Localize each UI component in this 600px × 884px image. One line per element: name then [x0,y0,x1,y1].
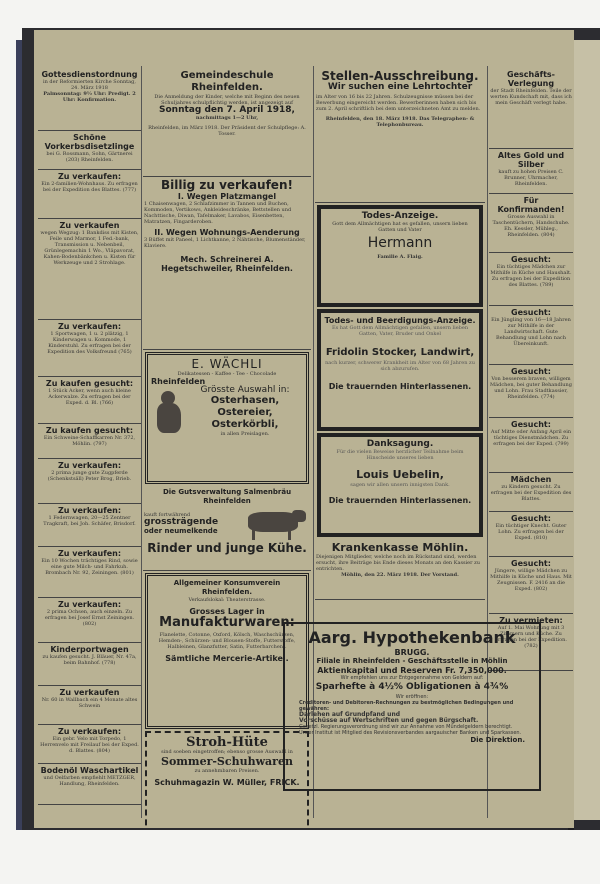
kk-body: Diejenigen Mitglieder, welche noch im Rückstand sind, werden ersucht, ihre Beiträge bis Ende dieses Monats an den Kassier zu entrichten. [316,554,480,572]
classified-ad [489,473,573,512]
waechli-headline: Grösste Auswahl in: [200,385,290,395]
classified-title: Zu verkaufen [59,688,120,697]
furniture-sale-ad [143,177,311,350]
classified-title: Zu verkaufen: [57,506,122,515]
school-date: Sonntag den 7. April 1918, [159,105,295,115]
school-signature: Rheinfelden, im März 1918. Der Präsident der Schulpflege: A. Tosser. [148,125,306,137]
classified-body: Ein 10 Wochen trächtiges Rind, sowie eine gute Milch- und Fahrkuh. Brombach Nr. 92, Zeiningen. (801) [41,558,138,576]
classified-body: zu Kindern gesucht. Zu erfragen bei der Expedition des Blattes. [490,484,572,502]
farm-big-1: grossträgende [144,517,219,527]
classified-body: Nr. 60 in Wallbach ein 4 Monate altes Schwein [41,697,138,709]
classified-title: Zu verkaufen: [57,322,122,331]
classified-ad [489,512,573,557]
classified-ad [38,459,141,504]
classified-body: 2 prima junge gute Zugpferde (Schenkstsäll) Peter Brog, Brieb. [47,470,132,482]
stroh-subtitle: zu annehmbaren Preisen. [194,768,260,774]
column-center-right [315,68,485,600]
classified-ad [489,306,573,365]
classified-ad [489,418,573,473]
stroh-title: Stroh-Hüte [186,735,268,750]
thanks-notice: Danksagung. Für die vielen Beweise herzlicher Teilnahme beim Hinscheide unseres lieben Louis Uebelin, sagen wir allen unsern innigsten Dank. Die trauernden Hinterlassenen. [317,433,483,537]
thanks-signature: Die trauernden Hinterlassenen. [328,496,472,505]
death1-signature: Familie A. Flaig. [377,254,423,260]
job-title: Stellen-Ausschreibung. [321,69,479,83]
stroh-body: sind soeben eingetroffen; ebenso grosse Auswahl in [161,749,293,755]
death-notice-stocker: Todes- und Beerdigungs-Anzeige. Es hat Gott dem Allmächtigen gefallen, unsern lieben Gatten, Vater, Bruder und Onkel Fridolin Stocker, Landwirt, nach kurzer, schwerer Krankheit im Alter von 68 Jahren zu sich abzurufen. Die trauernden Hinterlassenen. [317,309,483,431]
classified-title: Geschäfts-Verlegung [507,70,555,88]
classified-body: Ein gebr. Velo mit Torpedo, 1 Herrenvelo mit Freilauf bei der Exped. d. Blattes. (804) [40,736,139,754]
classified-title: Kinderportwagen [50,645,129,654]
bank-title: Aarg. Hypothekenbank [308,628,516,647]
classified-body: Jüngere, willige Mädchen zu Mithilfe in Küche und Haus. Mit Zeugnissen. F. 2416 an die Exped. (802) [490,568,572,592]
classified-title: Schöne Vorkerbsdisetzlinge [44,133,135,151]
sale-reason-2: II. Wegen Wohnungs-Aenderung [154,228,300,237]
easter-bunny-illustration [151,387,187,437]
classified-ad [38,598,141,643]
classified-body: bei G. Rossmann, Sohn, Gärtnerei (203) Rheinfelden. [46,151,133,163]
death2-name: Fridolin Stocker, Landwirt, [325,347,475,358]
sale-title: Billig zu verkaufen! [161,178,293,192]
classified-ad [38,320,141,377]
classified-title: Bodenöl Waschartikel [40,766,139,775]
classified-body: kauft zu hohen Preisen C. Brunner, Uhrmacher, Rheinfelden. [498,169,564,187]
classified-title: Zu kaufen gesucht: [45,426,134,435]
classified-title: Zu kaufen gesucht: [45,379,134,388]
classified-ad [38,504,141,547]
classified-body: wegen Wegzug: 1 Bankdiss mit Kisten, Feile und Marmor, 1 Fed.-bank, Transmission u. Nebenbeil, Grünlegemachin 1 Wo., Vläpavorat, Kahen-Bodenbänkchen u. Kisten für Werkzeuge und 2 Strohlage. [40,230,139,266]
bank-service: Creditoren- und Debitoren-Rechnungen zu bestmöglichen Bedingungen und gewähren: [299,700,514,712]
kk-title: Krankenkasse Möhlin. [331,541,469,554]
classified-extra: Palmsonntag: 9½ Uhr: Predigt. 2 Uhr: Konfirmation. [43,91,136,103]
hypothekenbank-ad [283,622,541,791]
waechli-city: Rheinfelden [151,377,206,386]
waechli-name: E. WÄCHLI [191,357,263,371]
bank-service: Vorschüsse auf Wertschriften und gegen Bürgschaft. [299,717,479,724]
job-posting [315,68,485,203]
bank-city: BRUGG. [394,648,430,657]
classified-title: Gesucht: [511,559,551,568]
cow-illustration [240,506,310,542]
death-notice-hermann [317,205,483,307]
classified-body: Auf Mitte oder Anfang April ein tüchtiges Dienstmädchen. Zu erfragen bei der Exped. (799) [490,429,572,447]
krankenkasse-notice [315,539,485,600]
classified-ad [38,377,141,424]
sale-body-1: 1 Chaisenwagen, 2 Schlafzimmer in Tannen und Buchen, Kommoden, Vertikows, Ankleideschränke, Bettstellen und Nachttische, Diwan, Tafelmaker, Lavabos, Eisenbetten, Matratzen, Fingarderoben. [144,201,292,225]
waechli-item: Osterkörbli, [211,419,279,430]
classified-title: Gesucht: [511,255,551,264]
classified-title: Zu verkaufen: [57,600,122,609]
classified-body: Ein Jüngling von 16—18 Jahren zur Mithilfe in der Landwirtschaft. Gute Behandlung und Lohn nach Übereinkunft. [491,317,571,347]
farm-title: Die Gutsverwaltung Salmenbräu Rheinfelden [162,488,292,505]
waechli-easter-ad [145,352,309,484]
column-right [489,68,573,671]
job-subtitle: Wir suchen eine Lehrtochter [327,82,473,92]
classified-ad [38,547,141,598]
classified-ad [489,365,573,418]
konsum-body: Flanelette, Cotonne, Oxford, Kölsch, Waschschürzen, Hemden-, Schürzen- und Blousen-Stoffe, Futterstoffe, Halbleinen, Glanzfutter, Satin, Futterbarchent. [158,632,296,650]
farm-body: kauft fortwährend [144,512,191,518]
classified-body: Von besserem braven, willigem Mädchen, bei guter Behandlung und Lohn. Frau Stadtkassier, Rheinfelden. (774) [490,376,572,400]
waechli-subtitle: Delikatessen - Kaffee - Tee - Chocolade [177,371,277,377]
bank-service: Gesetzl. Regierungsverordnung sind wir zur Annahme von Mündelgeldern berechtigt. [299,724,513,730]
konsum-headline: Manufakturwaren: [159,615,295,630]
sale-signature: Mech. Schreinerei A. Hegetschweiler, Rheinfelden. [161,255,293,273]
classified-title: Zu vermieten: [499,616,563,625]
bank-capital: Aktienkapital und Reserven Fr. 7,350,000. [317,666,507,675]
classified-title: Altes Gold und Silber [497,151,565,169]
column-rule [141,66,142,818]
farm-big-2: oder neumelkende [144,527,218,535]
stroh-signature: Schuhmagazin W. Müller, FRICK. [154,778,300,787]
facing-page-edge [574,40,600,820]
column-left [38,68,141,805]
bank-service: Darlehen auf Grundpfand und [299,711,401,718]
sale-reason-1: I. Wegen Platzmangel [177,192,277,201]
thanks-title: Danksagung. [366,439,434,449]
classified-body: 2 prima Ochsen, auch einzeln. Zu erfragen bei Josef Ernst Zeiningen. (802) [44,609,135,627]
classified-title: Gottesdienstordnung [41,70,138,79]
classified-title: Gesucht: [511,308,551,317]
classified-title: Zu verkaufen: [57,727,122,736]
classified-body: zu kaufen gesucht. J. Bläuer, Nr. 47a, beim Bahnhof. (778) [42,654,137,666]
classified-ad [489,253,573,306]
school-notice [143,68,311,177]
classified-ad [38,68,141,131]
classified-ad [489,194,573,253]
classified-title: Mädchen [510,475,552,484]
classified-ad [38,764,141,805]
classified-body: Auf 1. Mai Wohnung mit 3 Zimmern und Küche. Zu erfragen bei der Expedition. (782) [495,625,567,649]
sale-body-2: 3 Büffet mit Paneel, 1 Lichtkanne, 2 Nähtische, Blumenständer, Klaviere. [144,237,306,249]
konsum-end: Sämtliche Mercerie-Artikel. [165,654,289,663]
classified-title: Zu verkaufen: [57,172,122,181]
classified-ad [38,643,141,686]
school-title: Gemeindeschule Rheinfelden. [180,70,274,93]
death1-body: Gott dem Allmächtigen hat es gefallen, unsern lieben Gatten und Vater [332,221,468,233]
classified-body: 1 Federnwagen, 20—25 Zentner Tragkraft, bei Joh. Schäfer, Brisdorf. [43,515,136,527]
death2-title: Todes- und Beerdigungs-Anzeige. [324,316,476,325]
job-signature: Rheinfelden, den 18. März 1918. Das Telegraphen- & Telephonbureau. [325,116,475,128]
classified-ad [38,131,141,170]
classified-title: Zu verkaufen: [57,549,122,558]
cattle-buying-ad [143,486,311,571]
kk-signature: Möhlin, den 22. März 1918. Der Vorstand. [341,572,459,578]
konsum-lager: Grosses Lager in [189,607,265,616]
death1-name: Hermann [367,235,433,251]
classified-ad [38,686,141,725]
classified-ad [489,557,573,614]
thanks-name: Louis Uebelin, [356,468,444,481]
classified-body: in der Reformierten Kirche Sonntag, 24. März 1918 [43,79,136,91]
classified-ad [38,424,141,459]
bank-branch: Filiale in Rheinfelden - Geschäftsstelle in Möhlin [316,657,508,665]
classified-body: Ein 2-familien-Wohnhaus. Zu erfragen bei der Expedition des Blattes. (777) [41,181,138,193]
school-body: Die Anmeldung der Kinder, welche mit Beginn des neuen Schuljahres schulpflichtig werden, ist angezeigt auf [154,94,300,106]
bank-services [285,694,539,736]
classified-ad [489,149,573,194]
school-time: nachmittags 1—2 Uhr, [195,115,259,121]
classified-ad [489,68,573,149]
bank-rates: Sparhefte à 4½% Obligationen à 4¾% [315,682,509,692]
bank-capital-note: Wir empfehlen uns zur Entgegennahme von Geldern auf: [340,675,484,681]
classified-title: Für Konfirmanden! [497,196,565,214]
classified-title: Gesucht: [511,367,551,376]
konsum-subtitle: Verkaufslokal: Theaterstrasse. [188,597,266,603]
classified-body: 1 Sportwagen, 1 u. 2 plätzig, 1 Kinderwagen u. Kommode, 1 Kinderstuhl. Zu erfragen bei der Expedition des Volksfreund (765) [47,331,132,355]
waechli-price: in allen Preislagen. [220,431,270,437]
death1-title: Todes-Anzeige. [361,211,439,221]
bank-signature: Die Direktion. [470,736,525,744]
classified-body: Grosse Auswahl in Taschentüchern, Handschuhe. Eh. Kessler, Mühleg., Rheinfelden. (804) [492,214,570,238]
classified-body: Ein Schweine-Schaffkarren Nr. 372, Möhlin. (797) [43,435,136,447]
classified-ad [38,725,141,764]
classified-body: der Stadt Rheinfelden. Teile der werten Kundschaft mit, dass ich mein Geschäft verlegt habe. [490,88,572,106]
classified-title: Gesucht: [511,420,551,429]
bank-service: Wir eröffnen: [395,694,429,700]
classified-body: 1 Stück Acker, wenn auch kleine Ackerwalze. Zu erfragen bei der Exped. d. Bl. (766) [48,388,131,406]
classified-body: und Oelfarben empfiehlt METZGER, Handlung, Rheinfelden. [43,775,136,787]
konsum-title: Allgemeiner Konsumverein Rheinfelden. [173,579,281,596]
bank-service: Unser Institut ist Mitglied des Revisionsverbandes aargauischer Banken und Sparkassen. [299,730,522,736]
waechli-item: Osterhasen, [210,395,280,406]
job-body: im Alter von 16 bis 22 Jahren. Schulzeugnisse müssen bei der Bewerbung eingereicht werden. Bewerberinnen haben sich bis zum 2. April schriftlich bei dem unterzeichneten Amt zu melden. [316,94,481,112]
death2-signature: Die trauernden Hinterlassenen. [328,382,472,391]
classified-ad [38,219,141,320]
farm-big-3: Rinder und junge Kühe. [147,541,307,555]
classified-body: Ein tüchtiges Mädchen zur Mithilfe in Küche und Haushalt. Zu erfragen bei der Expedition des Blattes. (789) [490,264,572,288]
classified-title: Zu verkaufen [59,221,120,230]
classified-body: Ein tüchtiger Knecht. Guter Lohn. Zu erfragen bei der Exped. (810) [495,523,567,541]
stroh-headline: Sommer-Schuhwaren [161,755,293,768]
classified-ad [38,170,141,219]
waechli-item: Ostereier, [217,407,273,418]
classified-title: Zu verkaufen: [57,461,122,470]
classified-title: Gesucht: [511,514,551,523]
